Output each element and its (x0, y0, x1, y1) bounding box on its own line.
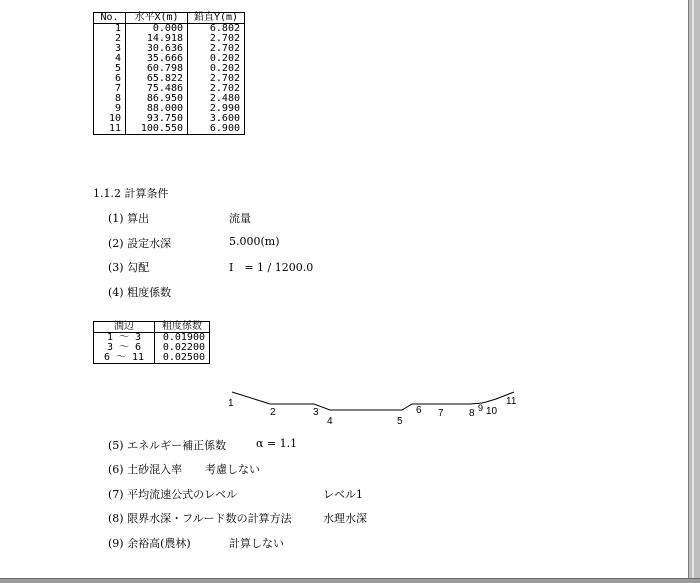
cell-y: 2.702 (188, 74, 245, 84)
condition-label-depth: (2) 設定水深 (108, 237, 172, 250)
cell-y: 0.202 (188, 54, 245, 64)
cell-y: 6.802 (188, 24, 245, 35)
cell-x: 35.666 (126, 54, 188, 64)
condition-value-velocity-level: レベル1 (323, 488, 363, 501)
cell-no: 1 (94, 24, 126, 35)
cell-no: 9 (94, 104, 126, 114)
condition-label-sediment: (6) 土砂混入率 (108, 463, 183, 476)
cell-x: 30.636 (126, 44, 188, 54)
cell-x: 93.750 (126, 114, 188, 124)
cell-no: 6 (94, 74, 126, 84)
cell-range: 3 ～ 6 (94, 343, 155, 353)
point-label-2: 2 (270, 407, 276, 418)
cell-no: 5 (94, 64, 126, 74)
point-label-4: 4 (327, 416, 333, 427)
condition-label-calculation: (1) 算出 (108, 212, 150, 225)
condition-label-energy: (5) エネルギー補正係数 (108, 439, 227, 452)
point-label-11: 11 (506, 396, 517, 407)
condition-label-slope: (3) 勾配 (108, 261, 150, 274)
cell-y: 2.702 (188, 44, 245, 54)
cell-y: 3.600 (188, 114, 245, 124)
cell-x: 75.486 (126, 84, 188, 94)
point-label-3: 3 (313, 407, 319, 418)
cell-y: 2.702 (188, 34, 245, 44)
cell-coefficient: 0.01900 (155, 333, 210, 344)
window-right-edge (688, 0, 700, 583)
point-label-9: 9 (478, 403, 484, 413)
cell-x: 88.000 (126, 104, 188, 114)
condition-value-freeboard: 計算しない (229, 537, 284, 550)
cell-x: 100.550 (126, 124, 188, 135)
cell-coefficient: 0.02200 (155, 343, 210, 353)
table-row (94, 353, 210, 364)
cell-y: 2.990 (188, 104, 245, 114)
cell-x: 14.918 (126, 34, 188, 44)
header-roughness: 粗度係数 (155, 322, 210, 333)
cell-x: 86.950 (126, 94, 188, 104)
point-label-6: 6 (416, 405, 422, 416)
condition-value-slope: I = 1 / 1200.0 (229, 261, 314, 274)
cell-no: 2 (94, 34, 126, 44)
cell-y: 2.480 (188, 94, 245, 104)
cell-no: 4 (94, 54, 126, 64)
condition-label-velocity-level: (7) 平均流速公式のレベル (108, 488, 238, 501)
section-heading: 1.1.2 計算条件 (93, 187, 169, 200)
cell-no: 11 (94, 124, 126, 135)
condition-value-calculation: 流量 (229, 212, 251, 225)
header-vertical-y: 鉛直Y(m) (188, 13, 245, 24)
point-label-10: 10 (486, 406, 498, 417)
point-label-7: 7 (438, 408, 444, 419)
cell-no: 10 (94, 114, 126, 124)
condition-value-critical-depth: 水理水深 (323, 512, 367, 525)
header-wetted-perimeter: 潤辺 (94, 322, 155, 333)
window-bottom-edge (0, 578, 700, 583)
condition-label-freeboard: (9) 余裕高(農林) (108, 537, 191, 550)
coordinate-table (93, 12, 245, 135)
table-header-row (94, 322, 210, 333)
cell-no: 8 (94, 94, 126, 104)
cell-y: 2.702 (188, 84, 245, 94)
cell-range: 1 ～ 3 (94, 333, 155, 344)
cell-no: 7 (94, 84, 126, 94)
cell-coefficient: 0.02500 (155, 353, 210, 364)
cross-section-profile (222, 384, 522, 428)
table-row (94, 124, 245, 135)
header-no: No. (94, 13, 126, 24)
condition-label-roughness: (4) 粗度係数 (108, 286, 172, 299)
table-header-row (94, 13, 245, 24)
cell-x: 0.000 (126, 24, 188, 35)
cell-x: 65.822 (126, 74, 188, 84)
cell-range: 6 ～ 11 (94, 353, 155, 364)
condition-value-sediment: 考慮しない (205, 463, 260, 476)
cell-x: 60.798 (126, 64, 188, 74)
header-horizontal-x: 水平X(m) (126, 13, 188, 24)
point-label-8: 8 (469, 408, 475, 419)
cell-y: 6.900 (188, 124, 245, 135)
point-label-1: 1 (228, 398, 234, 409)
condition-value-energy: α = 1.1 (256, 437, 298, 450)
condition-label-critical-depth: (8) 限界水深・フルード数の計算方法 (108, 512, 292, 525)
point-label-5: 5 (397, 416, 403, 427)
roughness-table (93, 321, 210, 364)
cell-y: 0.202 (188, 64, 245, 74)
condition-value-depth: 5.000(m) (229, 235, 280, 248)
cell-no: 3 (94, 44, 126, 54)
